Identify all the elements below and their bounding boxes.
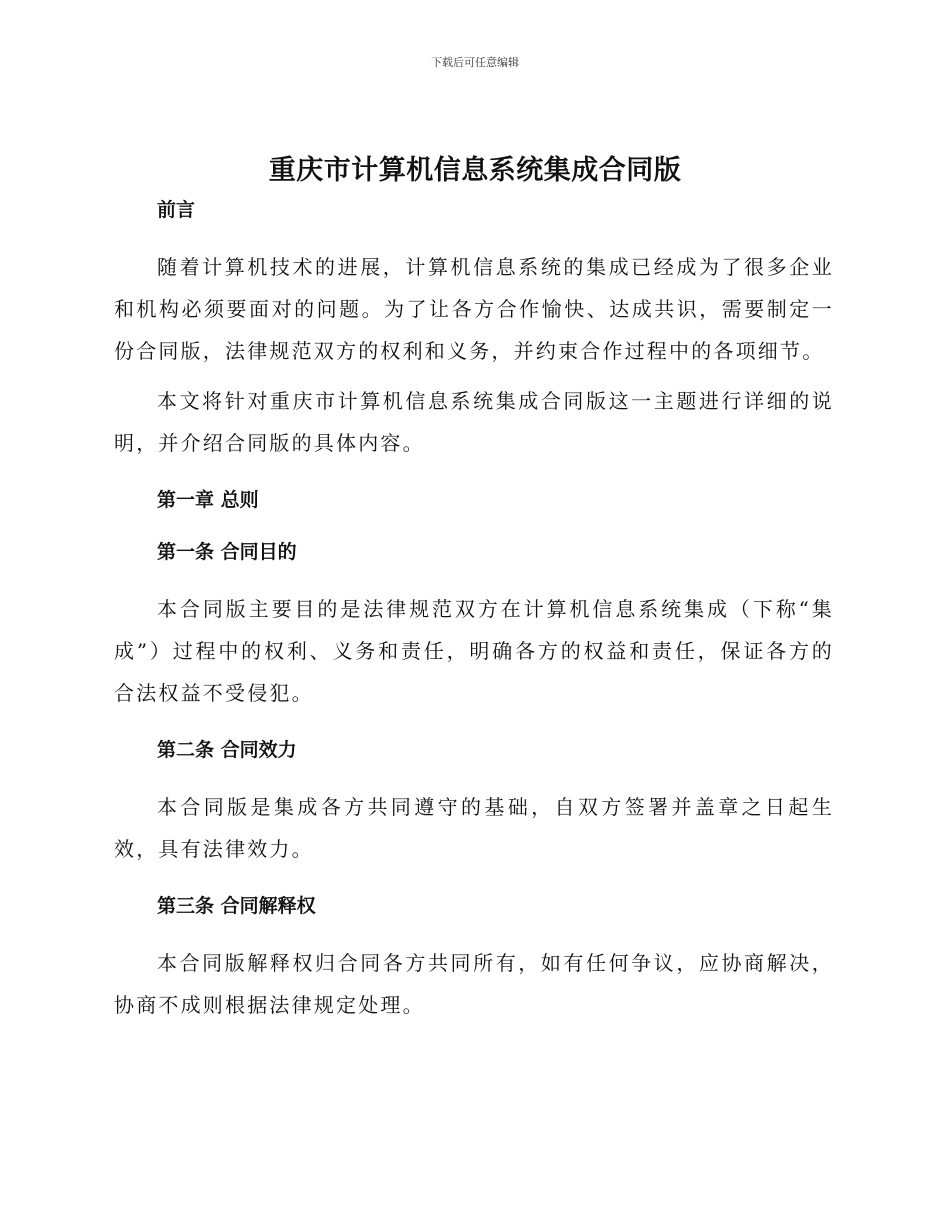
preface-paragraph-2: 本文将针对重庆市计算机信息系统集成合同版这一主题进行详细的说明，并介绍合同版的具体内容。 bbox=[114, 389, 834, 455]
preface-paragraph-1: 随着计算机技术的进展，计算机信息系统的集成已经成为了很多企业和机构必须要面对的问题。为了让各方合作愉快、达成共识，需要制定一份合同版，法律规范双方的权利和义务，并约束合作过程中的各项细节。 bbox=[114, 255, 834, 363]
document-body bbox=[114, 196, 834, 1026]
preface-heading: 前言 bbox=[157, 199, 196, 221]
header-note: 下载后可任意编辑 bbox=[431, 56, 519, 69]
article-1-text: 本合同版主要目的是法律规范双方在计算机信息系统集成（下称“集成”）过程中的权利、义务和责任，明确各方的权益和责任，保证各方的合法权益不受侵犯。 bbox=[114, 597, 834, 705]
article-2-heading: 第二条 合同效力 bbox=[157, 739, 297, 761]
article-3-heading: 第三条 合同解释权 bbox=[157, 895, 316, 917]
article-2-text: 本合同版是集成各方共同遵守的基础，自双方签署并盖章之日起生效，具有法律效力。 bbox=[114, 795, 834, 861]
article-3-text: 本合同版解释权归合同各方共同所有，如有任何争议，应协商解决，协商不成则根据法律规定处理。 bbox=[114, 951, 834, 1017]
document-title: 重庆市计算机信息系统集成合同版 bbox=[268, 155, 682, 186]
article-1-heading: 第一条 合同目的 bbox=[157, 541, 297, 563]
chapter-1-heading: 第一章 总则 bbox=[157, 489, 259, 511]
